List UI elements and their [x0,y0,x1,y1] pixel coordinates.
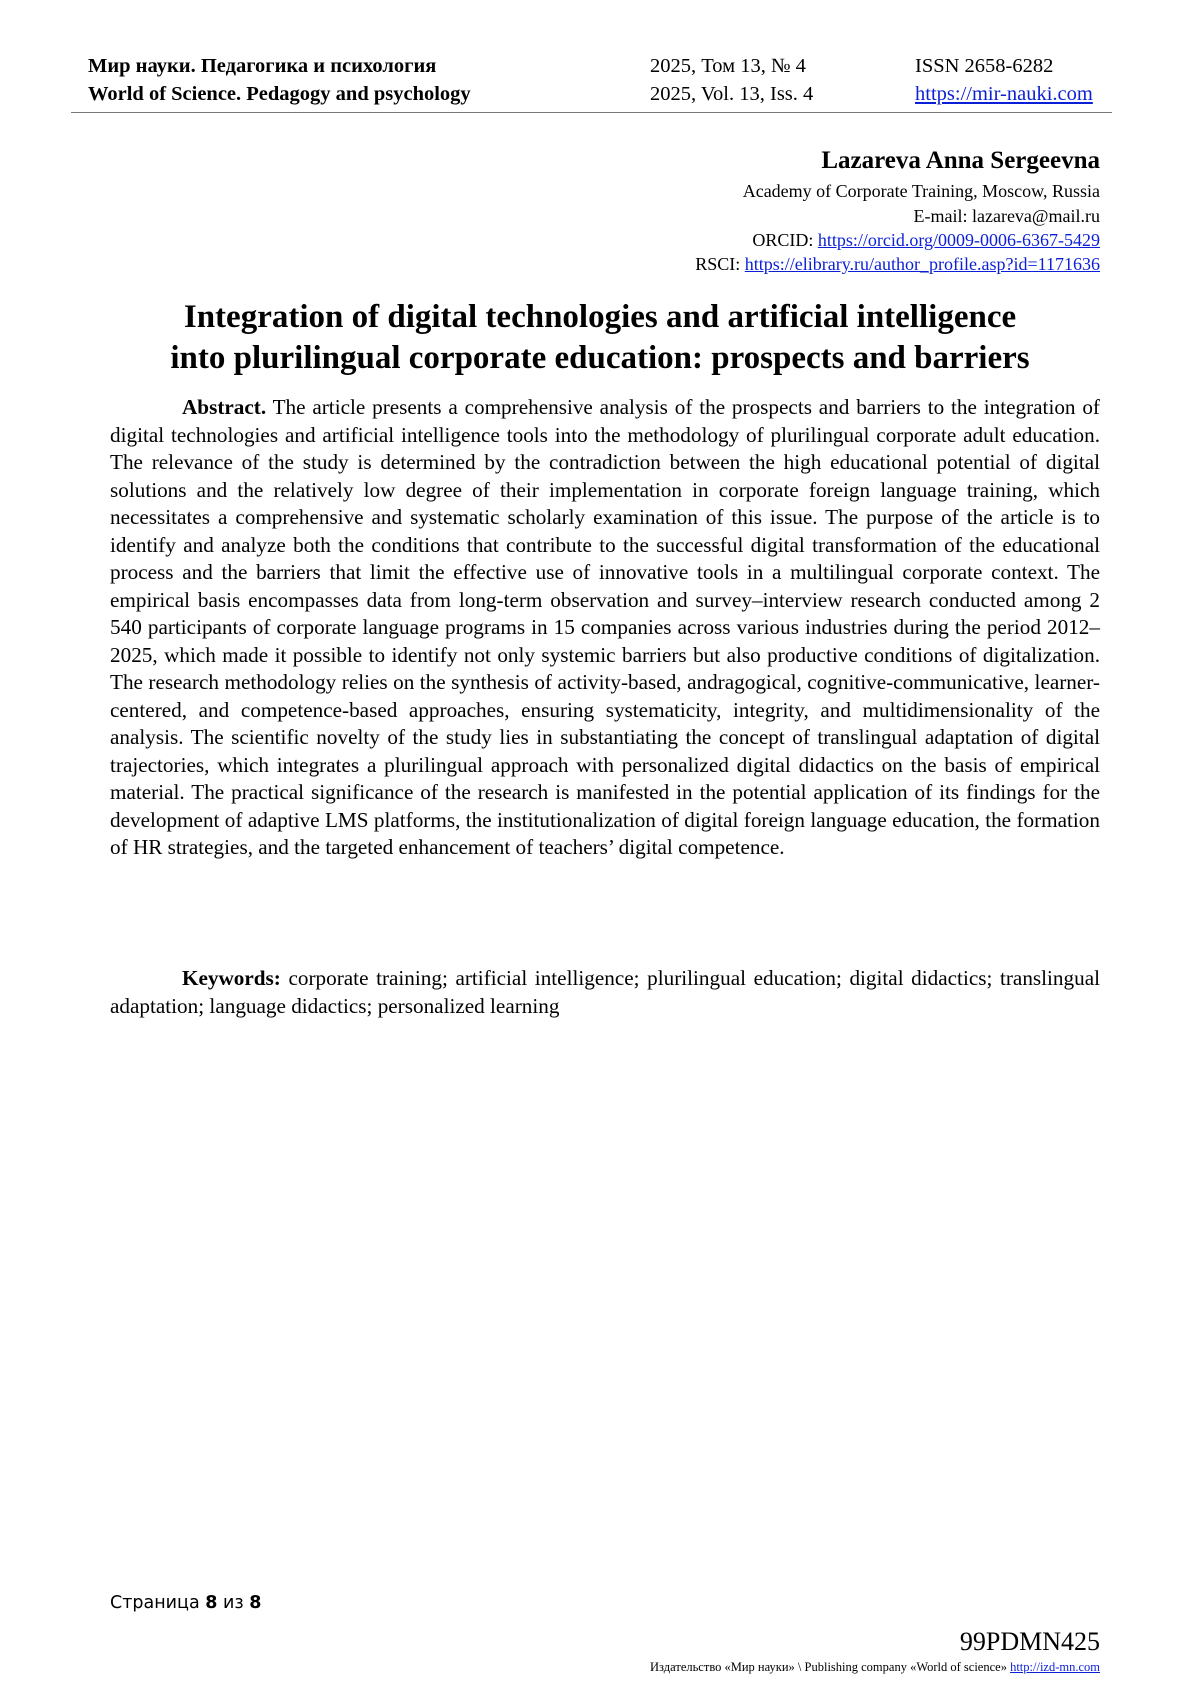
issue-info-en: 2025, Vol. 13, Iss. 4 [650,83,814,105]
author-email: lazareva@mail.ru [971,206,1100,226]
article-title [60,297,1140,379]
abstract-paragraph [110,394,1100,862]
abstract-text: The article presents a comprehensive analysis of the prospects and barriers to the integration of digital technologies and artificial intelligence tools into the methodology of plurilingual corporate adult education. The relevance of the study is determined by the contradiction between the high educational potential of digital solutions and the relatively low degree of their implementation in corporate foreign language training, which necessitates a comprehensive and systematic scholarly examination of this issue. The purpose of the article is to identify and analyze both the conditions that contribute to the successful digital transformation of the educational process and the barriers that limit the effective use of innovative tools in a multilingual corporate context. The empirical basis encompasses data from long-term observation and survey–interview research conducted among 2 540 participants of corporate language programs in 15 companies across various industries during the period 2012–2025, which made it possible to identify not only systemic barriers but also productive conditions of digitalization. The research methodology relies on the synthesis of activity-based, andragogical, cognitive-communicative, learner-centered, and competence-based approaches, ensuring systematicity, integrity, and multidimensionality of the analysis. The scientific novelty of the study lies in substantiating the concept of translingual adaptation of digital trajectories, which integrates a plurilingual approach with personalized digital didactics on the basis of empirical material. The practical significance of the research is manifested in the potential application of its findings for the development of adaptive LMS platforms, the institutionalization of digital foreign language education, the formation of HR strategies, and the targeted enhancement of teachers’ digital competence. [110,395,1100,859]
keywords-label: Keywords: [182,966,281,990]
publisher-line [650,1660,1100,1675]
author-affiliation: Academy of Corporate Training, Moscow, Russia [742,181,1100,201]
author-orcid-line [752,228,1100,252]
page-of: из [217,1593,250,1613]
journal-title-en: World of Science. Pedagogy and psychology [88,83,471,105]
page-number [110,1593,261,1613]
article-title-line-1: Integration of digital technologies and artificial intelligence [183,299,1017,335]
author-name: Lazareva Anna Sergeevna [821,147,1100,174]
publisher-text: Издательство «Мир науки» \ Publishing company «World of science» [650,1660,1011,1674]
page-total: 8 [249,1593,262,1613]
header-divider [71,112,1112,113]
rsci-link[interactable]: https://elibrary.ru/author_profile.asp?id=1171636 [744,254,1100,274]
journal-title-ru: Мир науки. Педагогика и психология [88,55,437,77]
article-code: 99PDMN425 [959,1627,1100,1656]
orcid-label: ORCID: [752,230,818,250]
page-word: Страница [110,1593,206,1613]
issn: ISSN 2658-6282 [915,55,1054,77]
website-link[interactable]: https://mir-nauki.com [915,83,1093,105]
abstract-label: Abstract. [182,395,267,419]
page-current: 8 [205,1593,218,1613]
orcid-link[interactable]: https://orcid.org/0009-0006-6367-5429 [817,230,1100,250]
keywords-text: corporate training; artificial intelligence; plurilingual education; digital didactics; translingual adaptation; language didactics; personalized learning [110,966,1100,1018]
issue-info-ru: 2025, Том 13, № 4 [650,55,806,77]
author-rsci-line [695,252,1100,276]
publisher-link[interactable]: http://izd-mn.com [1010,1660,1100,1674]
article-title-line-2: into plurilingual corporate education: prospects and barriers [170,340,1030,376]
keywords-paragraph [110,965,1100,1020]
email-label: E-mail: [913,206,972,226]
author-email-line [914,204,1101,228]
rsci-label: RSCI: [695,254,745,274]
